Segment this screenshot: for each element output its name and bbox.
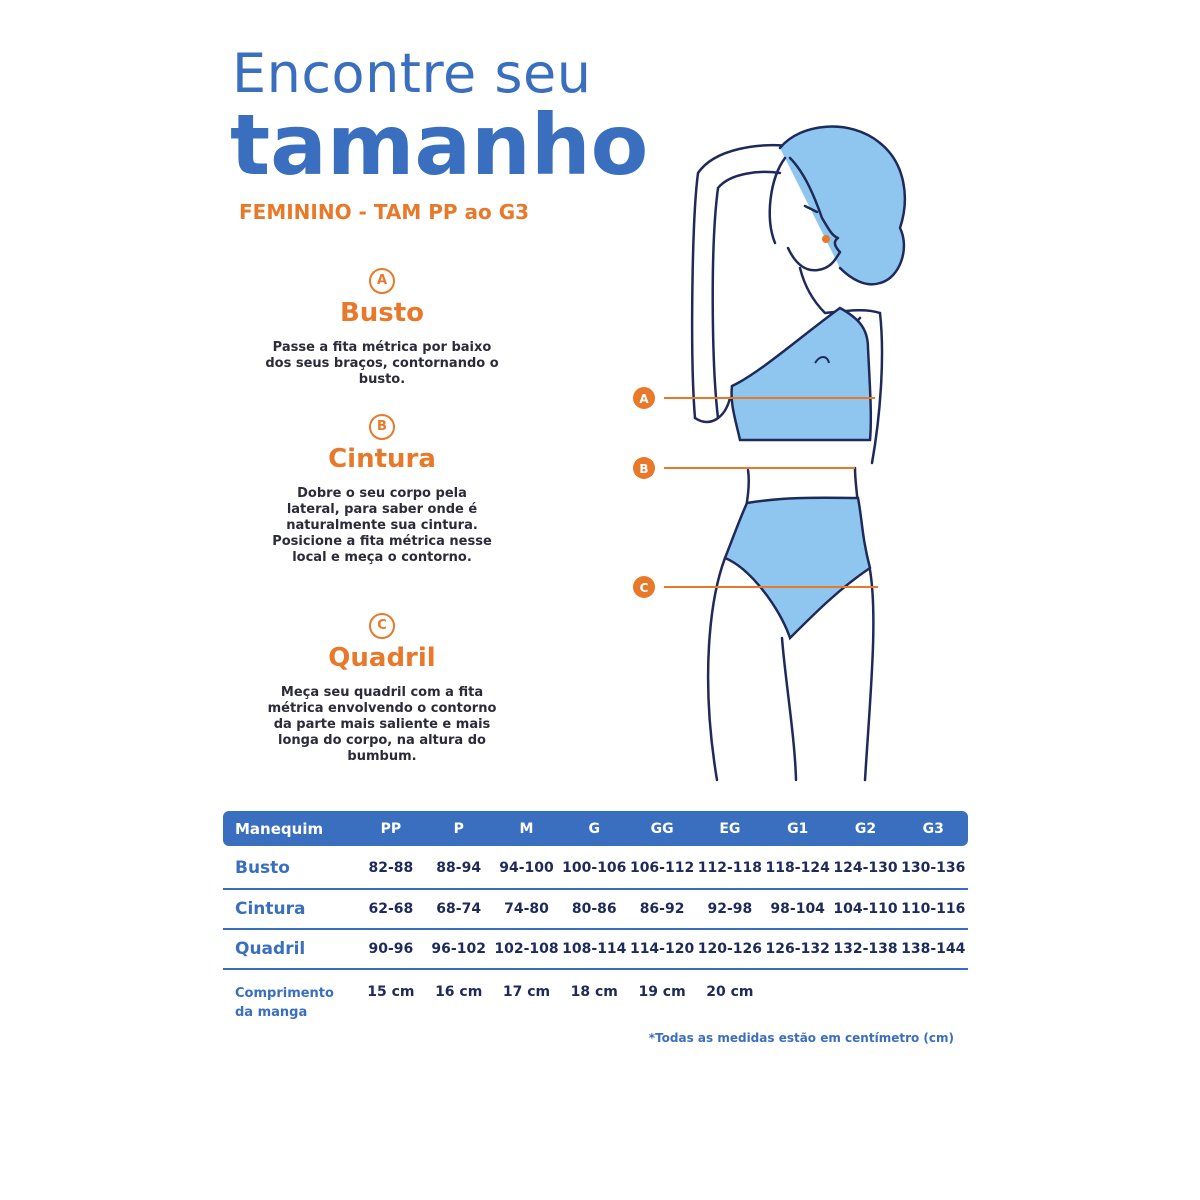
size-table-header — [223, 811, 968, 846]
size-g: G — [588, 820, 601, 837]
row-label-quadril: Quadril — [235, 939, 306, 959]
svg-text:C: C — [639, 581, 649, 595]
table-cell: 20 cm — [706, 984, 754, 1000]
measure-desc-cintura: Dobre o seu corpo pela lateral, para saber onde é naturalmente sua cintura. Posicione a fita métrica nesse local e meça o contorno. — [272, 486, 492, 565]
table-cell: 114-120 — [629, 941, 695, 957]
table-cell: 110-116 — [901, 901, 966, 917]
table-cell: 88-94 — [436, 860, 482, 876]
subtitle: FEMININO - TAM PP ao G3 — [239, 200, 530, 224]
svg-text:B: B — [639, 462, 649, 476]
title-line2: tamanho — [230, 96, 649, 194]
header-label: Manequim — [235, 819, 324, 838]
table-cell: 19 cm — [638, 984, 686, 1000]
measure-title-cintura: Cintura — [328, 444, 436, 474]
measure-desc-quadril: Meça seu quadril com a fita métrica envolvendo o contorno da parte mais saliente e mais longa do corpo, na altura do bumbum. — [267, 685, 497, 764]
table-cell: 124-130 — [833, 860, 898, 876]
table-cell: 62-68 — [368, 901, 414, 917]
size-pp: PP — [380, 820, 402, 837]
table-cell: 96-102 — [431, 941, 486, 957]
footnote: *Todas as medidas estão em centímetro (cm) — [648, 1031, 954, 1045]
marker-c — [633, 576, 655, 598]
row-label-cintura: Cintura — [235, 899, 306, 919]
size-m: M — [519, 820, 534, 837]
table-cell: 86-92 — [639, 901, 685, 917]
table-cell: 132-138 — [833, 941, 898, 957]
table-cell: 18 cm — [570, 984, 618, 1000]
table-cell: 104-110 — [833, 901, 898, 917]
row-label-busto: Busto — [235, 858, 290, 878]
measure-quadril — [262, 613, 502, 765]
table-row-busto — [223, 848, 968, 890]
row-label-line1: Comprimento — [235, 986, 334, 1001]
measure-cintura — [262, 414, 502, 566]
table-cell: 68-74 — [436, 901, 482, 917]
row-label-line2: da manga — [235, 1005, 308, 1020]
svg-text:A: A — [639, 392, 649, 406]
size-table — [223, 811, 968, 1026]
table-row-comprimento-manga — [223, 970, 968, 1026]
table-cell: 100-106 — [562, 860, 627, 876]
table-cell: 17 cm — [502, 984, 551, 1000]
table-cell: 74-80 — [504, 901, 549, 917]
table-cell: 130-136 — [901, 860, 966, 876]
measure-badge-b: B — [369, 414, 395, 440]
size-g1: G1 — [787, 820, 809, 837]
size-eg: EG — [719, 820, 741, 837]
body-illustration — [600, 118, 920, 783]
table-cell: 120-126 — [697, 941, 763, 957]
size-p: P — [453, 820, 464, 837]
table-cell: 108-114 — [562, 941, 627, 957]
table-row-quadril — [223, 930, 968, 970]
measure-badge-c: C — [369, 613, 395, 639]
measure-busto — [262, 268, 502, 388]
size-g3: G3 — [922, 820, 944, 837]
marker-b — [633, 457, 655, 479]
table-cell: 90-96 — [368, 941, 414, 957]
table-cell: 112-118 — [697, 860, 763, 876]
title-line1: Encontre seu — [232, 42, 592, 105]
measure-desc-busto: Passe a fita métrica por baixo dos seus braços, contornando o busto. — [265, 340, 499, 387]
table-cell: 15 cm — [367, 984, 415, 1000]
table-cell: 138-144 — [901, 941, 966, 957]
table-cell: 118-124 — [765, 860, 830, 876]
marker-a — [633, 387, 655, 409]
table-cell: 82-88 — [368, 860, 414, 876]
size-gg: GG — [650, 820, 674, 837]
table-cell: 92-98 — [707, 901, 753, 917]
table-row-cintura — [223, 890, 968, 930]
table-cell: 94-100 — [499, 860, 554, 876]
table-cell: 98-104 — [770, 901, 825, 917]
size-g2: G2 — [854, 820, 877, 837]
measure-title-busto: Busto — [339, 298, 425, 328]
table-cell: 16 cm — [435, 984, 483, 1000]
table-cell: 106-112 — [629, 860, 695, 876]
measure-badge-a: A — [369, 268, 395, 294]
table-cell: 126-132 — [765, 941, 830, 957]
measure-title-quadril: Quadril — [328, 643, 436, 673]
table-cell: 102-108 — [494, 941, 559, 957]
table-cell: 80-86 — [571, 901, 617, 917]
row-label-comprimento-manga — [223, 984, 357, 1022]
